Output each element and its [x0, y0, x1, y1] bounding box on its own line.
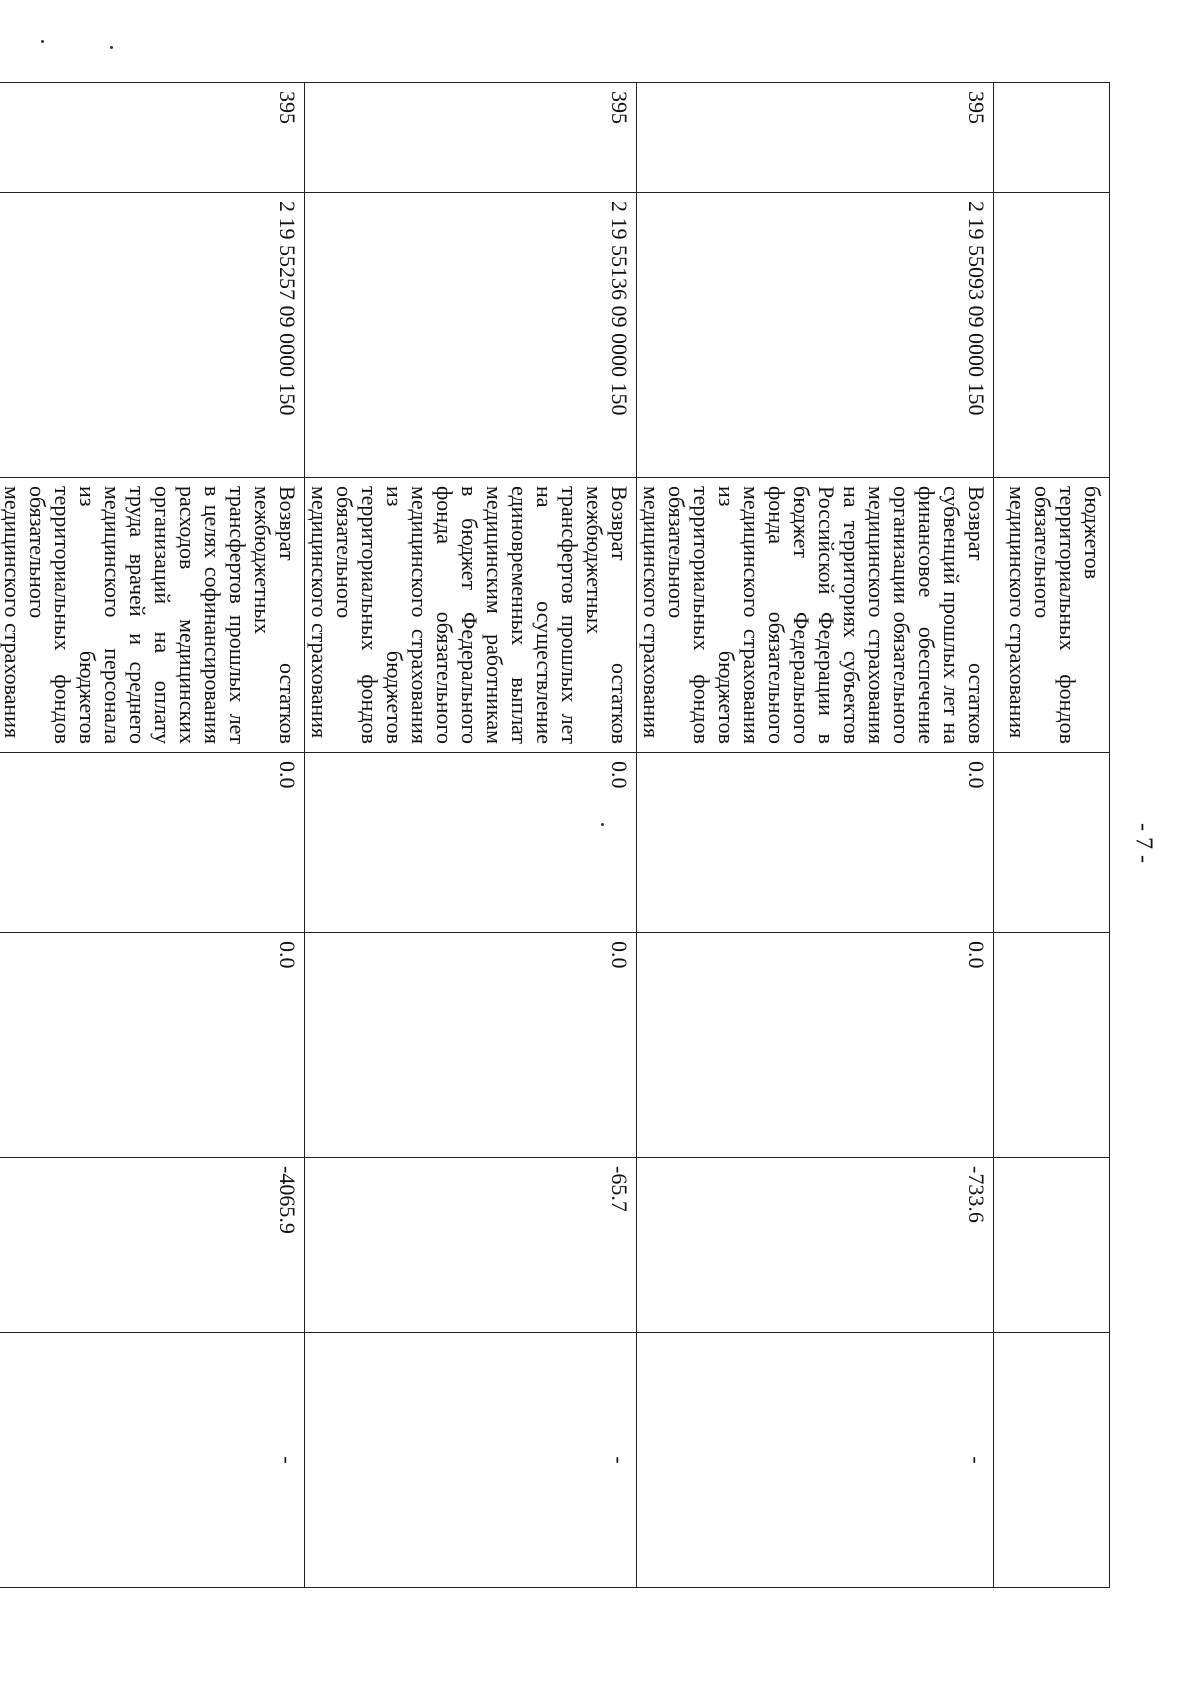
- executed-amount-cell: -4065.9: [0, 1158, 305, 1333]
- budget-code-cell: 2 19 55257 09 0000 150: [0, 193, 305, 478]
- table-row: [305, 83, 637, 1588]
- scan-artifact: [110, 46, 113, 49]
- approved-amount-cell: [994, 753, 1110, 933]
- percent-executed-cell: -: [0, 1333, 305, 1588]
- admin-code-cell: [994, 83, 1110, 193]
- approved-amount-cell: 0.0: [637, 753, 994, 933]
- scan-artifact: [41, 40, 44, 43]
- budget-code-cell: 2 19 55093 09 0000 150: [637, 193, 994, 478]
- revenue-name-cell: бюджетов территориальных фондов обязательного медицинского страхования: [994, 478, 1110, 753]
- percent-executed-cell: [994, 1333, 1110, 1588]
- table-row: [994, 83, 1110, 1588]
- budget-revenue-table: [0, 82, 1110, 1588]
- admin-code-cell: 395: [305, 83, 637, 193]
- amended-amount-cell: 0.0: [305, 933, 637, 1158]
- approved-amount-cell: 0.0: [305, 753, 637, 933]
- amended-amount-cell: 0.0: [0, 933, 305, 1158]
- table-body: [0, 83, 1110, 1588]
- table-wrap: [0, 82, 1110, 1587]
- rotated-table-frame: [0, 82, 1110, 1587]
- amended-amount-cell: 0.0: [637, 933, 994, 1158]
- revenue-name-cell: Возврат остатков межбюджетных трансфертов прошлых лет в целях софинансирования расходов медицинских организаций на оплату труда врачей и среднего медицинского персонала из бюджетов территориальных фондов обязательного медицинского страхования: [0, 478, 305, 753]
- table-row: [637, 83, 994, 1588]
- admin-code-cell: 395: [0, 83, 305, 193]
- revenue-name-cell: Возврат остатков субвенций прошлых лет на финансовое обеспечение организации обязательного медицинского страхования на территориях субъектов Российской Федерации в бюджет Федерального фонда обязательного медицинского страхования из бюджетов территориальных фондов обязательного медицинского страхования: [637, 478, 994, 753]
- amended-amount-cell: [994, 933, 1110, 1158]
- executed-amount-cell: -733.6: [637, 1158, 994, 1333]
- executed-amount-cell: -65.7: [305, 1158, 637, 1333]
- percent-executed-cell: -: [305, 1333, 637, 1588]
- budget-code-cell: [994, 193, 1110, 478]
- table-row: [0, 83, 305, 1588]
- budget-code-cell: 2 19 55136 09 0000 150: [305, 193, 637, 478]
- approved-amount-cell: 0.0: [0, 753, 305, 933]
- executed-amount-cell: [994, 1158, 1110, 1333]
- percent-executed-cell: -: [637, 1333, 994, 1588]
- admin-code-cell: 395: [637, 83, 994, 193]
- page-number: - 7 -: [1130, 823, 1157, 863]
- revenue-name-cell: Возврат остатков межбюджетных трансфертов прошлых лет на осуществление единовременных выплат медицинским работникам в бюджет Федерального фонда обязательного медицинского страхования из бюджетов территориальных фондов обязательного медицинского страхования: [305, 478, 637, 753]
